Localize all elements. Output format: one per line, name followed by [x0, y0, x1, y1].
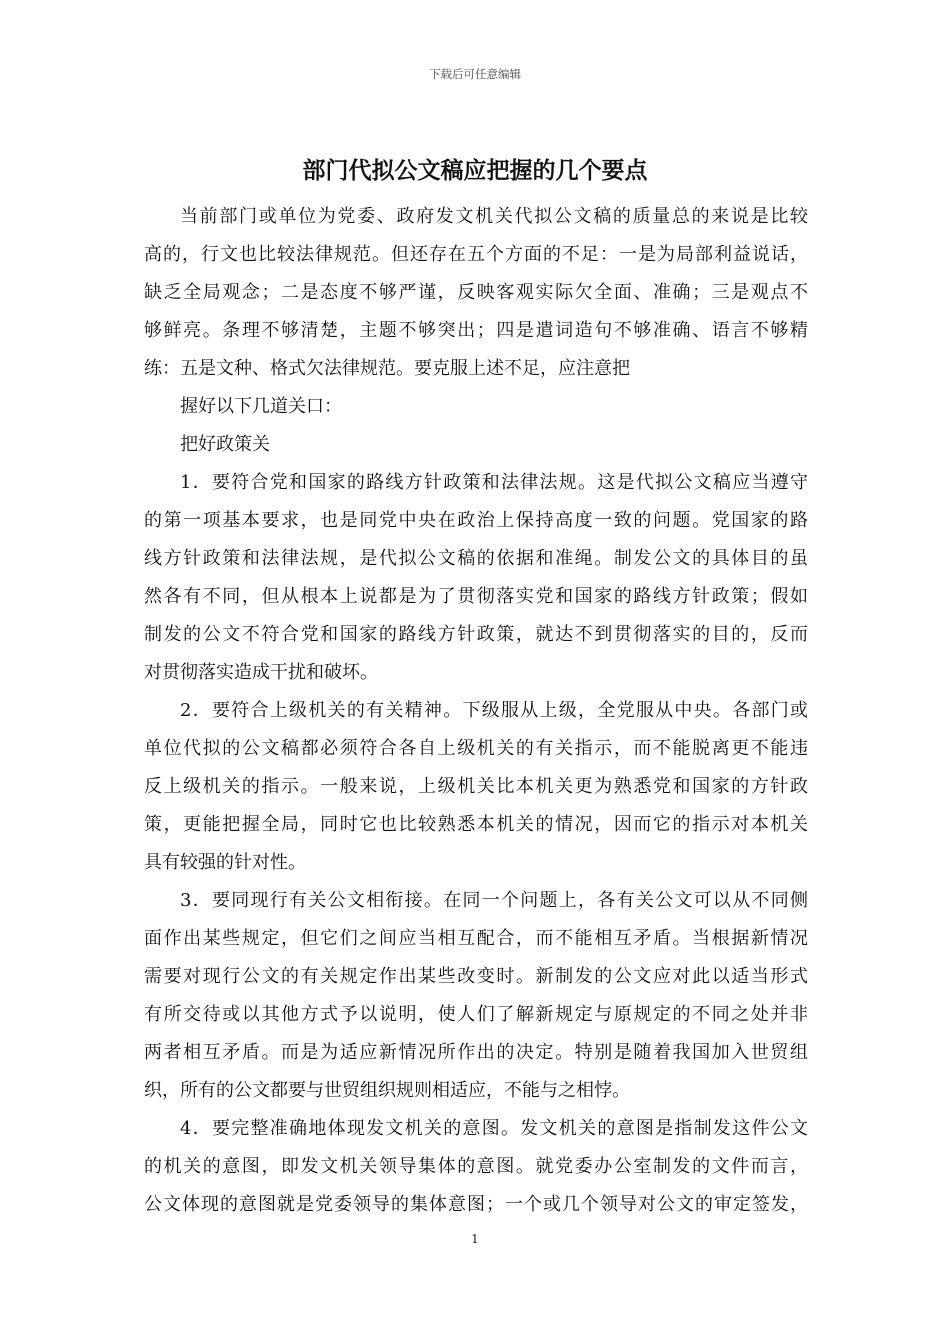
- body-line: 当前部门或单位为党委、政府发文机关代拟公文稿的质量总的来说是比较: [180, 206, 808, 227]
- body-line: 公文体现的意图就是党委领导的集体意图；一个或几个领导对公文的审定签发，: [144, 1194, 808, 1215]
- section-heading: 把好政策关: [180, 434, 270, 455]
- body-line: 高的，行文也比较法律规范。但还存在五个方面的不足：一是为局部利益说话，: [144, 244, 808, 265]
- body-line: 4．要完整准确地体现发文机关的意图。发文机关的意图是指制发这件公文: [180, 1118, 808, 1139]
- body-line: 3．要同现行有关公文相衔接。在同一个问题上，各有关公文可以从不同侧: [180, 890, 808, 911]
- body-line: 制发的公文不符合党和国家的路线方针政策，就达不到贯彻落实的目的，反而: [144, 624, 808, 645]
- body-line: 2．要符合上级机关的有关精神。下级服从上级，全党服从中央。各部门或: [180, 700, 808, 721]
- body-line: 的第一项基本要求，也是同党中央在政治上保持高度一致的问题。党国家的路: [144, 510, 808, 531]
- body-line: 有所交待或以其他方式予以说明，使人们了解新规定与原规定的不同之处并非: [144, 1004, 808, 1025]
- page-header: 下载后可任意编辑: [429, 67, 521, 81]
- body-line: 面作出某些规定，但它们之间应当相互配合，而不能相互矛盾。当根据新情况: [144, 928, 808, 949]
- body-line: 策，更能把握全局，同时它也比较熟悉本机关的情况，因而它的指示对本机关: [144, 814, 808, 835]
- body-line: 缺乏全局观念；二是态度不够严谨，反映客观实际欠全面、准确；三是观点不: [144, 282, 808, 303]
- body-line: 两者相互矛盾。而是为适应新情况所作出的决定。特别是随着我国加入世贸组: [144, 1042, 808, 1063]
- body-line: 的机关的意图，即发文机关领导集体的意图。就党委办公室制发的文件而言，: [144, 1156, 808, 1177]
- page-number: 1: [471, 1232, 479, 1246]
- body-line: 对贯彻落实造成干扰和破坏。: [144, 662, 378, 683]
- body-line: 线方针政策和法律法规，是代拟公文稿的依据和准绳。制发公文的具体目的虽: [144, 548, 808, 569]
- body-line: 反上级机关的指示。一般来说，上级机关比本机关更为熟悉党和国家的方针政: [144, 776, 808, 797]
- body-line: 够鲜亮。条理不够清楚，主题不够突出；四是遣词造句不够准确、语言不够精: [144, 320, 808, 341]
- body-line: 练：五是文种、格式欠法律规范。要克服上述不足，应注意把: [144, 358, 630, 379]
- body-line: 1．要符合党和国家的路线方针政策和法律法规。这是代拟公文稿应当遵守: [180, 472, 808, 493]
- body-line: 织，所有的公文都要与世贸组织规则相适应，不能与之相悖。: [144, 1080, 630, 1101]
- body-line: 具有较强的针对性。: [144, 852, 306, 873]
- body-line: 然各有不同，但从根本上说都是为了贯彻落实党和国家的路线方针政策；假如: [144, 586, 808, 607]
- body-line: 需要对现行公文的有关规定作出某些改变时。新制发的公文应对此以适当形式: [144, 966, 808, 987]
- body-line: 握好以下几道关口：: [180, 396, 342, 417]
- document-title: 部门代拟公文稿应把握的几个要点: [302, 158, 648, 184]
- body-line: 单位代拟的公文稿都必须符合各自上级机关的有关指示，而不能脱离更不能违: [144, 738, 808, 759]
- document-body: [144, 198, 808, 1224]
